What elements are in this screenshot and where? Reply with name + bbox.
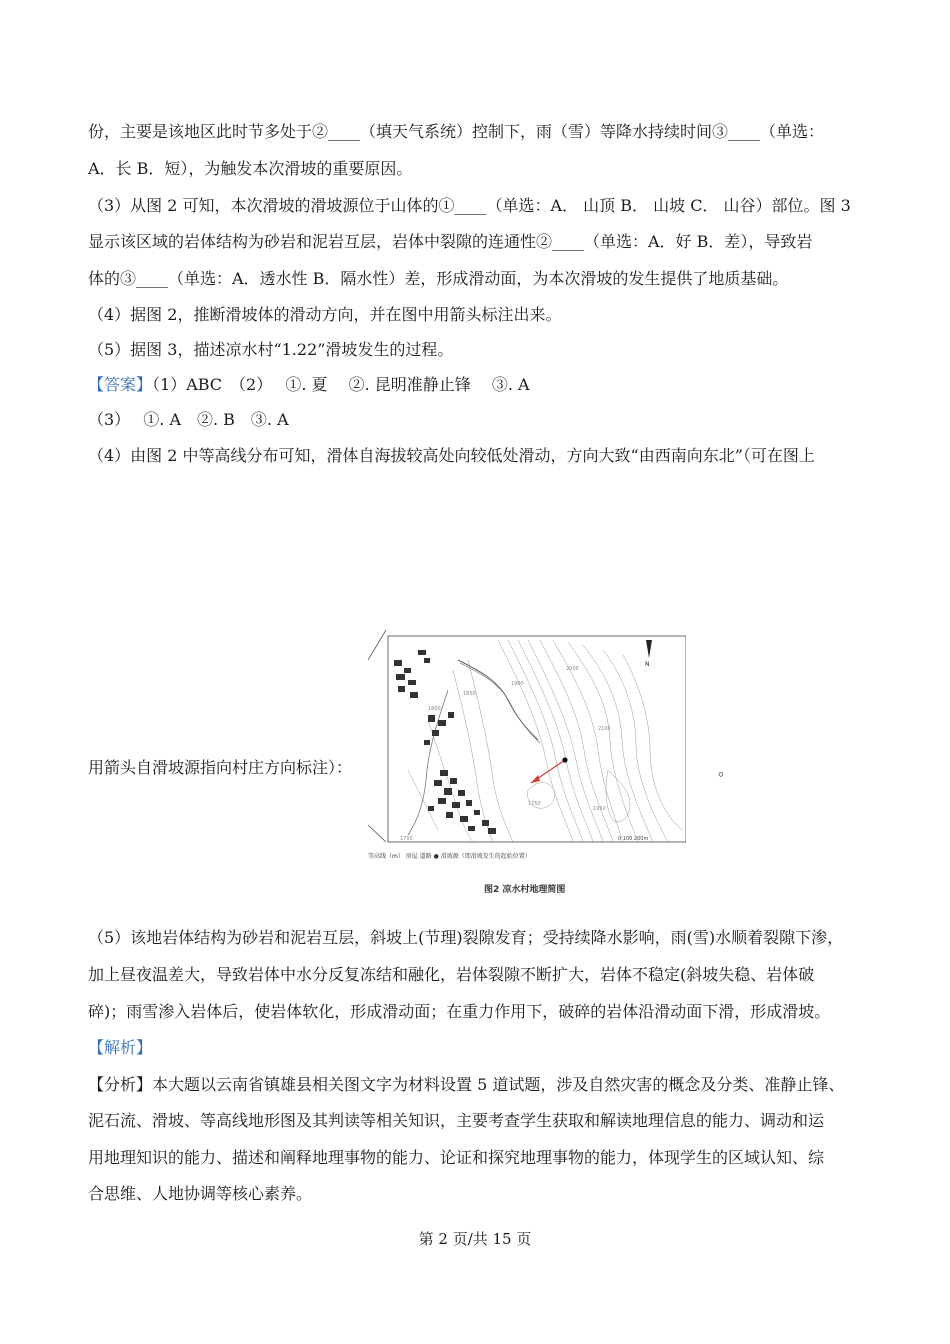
answer-1: （1）ABC （2） ①. 夏 ②. 昆明准静止锋 ③. A [152,375,530,394]
svg-text:2000: 2000 [566,666,579,672]
analysis-line: 【分析】本大题以云南省镇雄县相关图文字为材料设置 5 道试题，涉及自然灾害的概念及分类、准静止锋、 [88,1075,845,1094]
question-line: （3）从图 2 可知，本次滑坡的滑坡源位于山体的①____（单选：A． 山顶 B． 山坡 C． 山谷）部位。图 3 [88,196,851,215]
svg-text:1800: 1800 [428,706,441,712]
answer-label: 【答案】 [88,375,153,394]
question-line: A．长 B．短），为触发本次滑坡的重要原因。 [88,159,413,178]
contour-map [368,630,686,862]
answer-4-continued: 用箭头自滑坡源指向村庄方向标注）： [88,758,353,777]
north-label: N [645,661,650,668]
figure-caption: 图2 凉水村地理简图 [484,885,566,895]
question-line: （4）据图 2，推断滑坡体的滑动方向，并在图中用箭头标注出来。 [88,305,562,324]
scale-bar: 0 100 200m [618,836,649,842]
analysis-line: 合思维、人地协调等核心素养。 [88,1184,313,1203]
page-footer: 第 2 页/共 15 页 [418,1230,532,1248]
svg-text:1750: 1750 [528,801,541,807]
end-mark: 。 [718,760,735,779]
answer-4: （4）由图 2 中等高线分布可知，滑体自海拔较高处向较低处滑动，方向大致“由西南向东北”（可在图上 [88,446,815,465]
question-line: （5）据图 3，描述凉水村“1.22”滑坡发生的过程。 [88,340,454,359]
svg-text:1700: 1700 [400,836,413,842]
svg-text:1900: 1900 [511,681,524,687]
question-line: 显示该区域的岩体结构为砂岩和泥岩互层，岩体中裂隙的连通性②____（单选：A．好 B．差），导致岩 [88,232,813,251]
landslide-source-dot [562,757,567,762]
svg-text:2100: 2100 [598,726,611,732]
analysis-label: 【解析】 [88,1038,153,1057]
answer-5-line: 加上昼夜温差大，导致岩体中水分反复冻结和融化，岩体裂隙不断扩大，岩体不稳定(斜坡失稳、岩体破 [88,965,815,984]
svg-text:1950: 1950 [593,806,606,812]
analysis-line: 泥石流、滑坡、等高线地形图及其判读等相关知识，主要考查学生获取和解读地理信息的能力、调动和运 [88,1111,825,1130]
question-line: 体的③____（单选：A．透水性 B．隔水性）差，形成滑动面，为本次滑坡的发生提供了地质基础。 [88,269,789,288]
answer-line [88,375,530,395]
svg-text:1850: 1850 [463,691,476,697]
answer-3: （3） ①. A ②. B ③. A [88,410,289,429]
answer-5-line: （5）该地岩体结构为砂岩和泥岩互层，斜坡上(节理)裂隙发育；受持续降水影响，雨(雪)水顺着裂隙下渗， [88,928,844,947]
contour-map-figure [368,630,686,862]
question-line: 份，主要是该地区此时节多处于②____（填天气系统）控制下，雨（雪）等降水持续时间③____（单选： [88,122,825,141]
answer-5-line: 碎)；雨雪渗入岩体后，使岩体软化，形成滑动面；在重力作用下，破碎的岩体沿滑动面下滑，形成滑坡。 [88,1002,831,1021]
map-legend: 等高线（m） 房屋 道路 ● 滑坡源（即滑坡发生的起始位置） [368,853,531,860]
analysis-line: 用地理知识的能力、描述和阐释地理事物的能力、论证和探究地理事物的能力，体现学生的区域认知、综 [88,1148,825,1167]
